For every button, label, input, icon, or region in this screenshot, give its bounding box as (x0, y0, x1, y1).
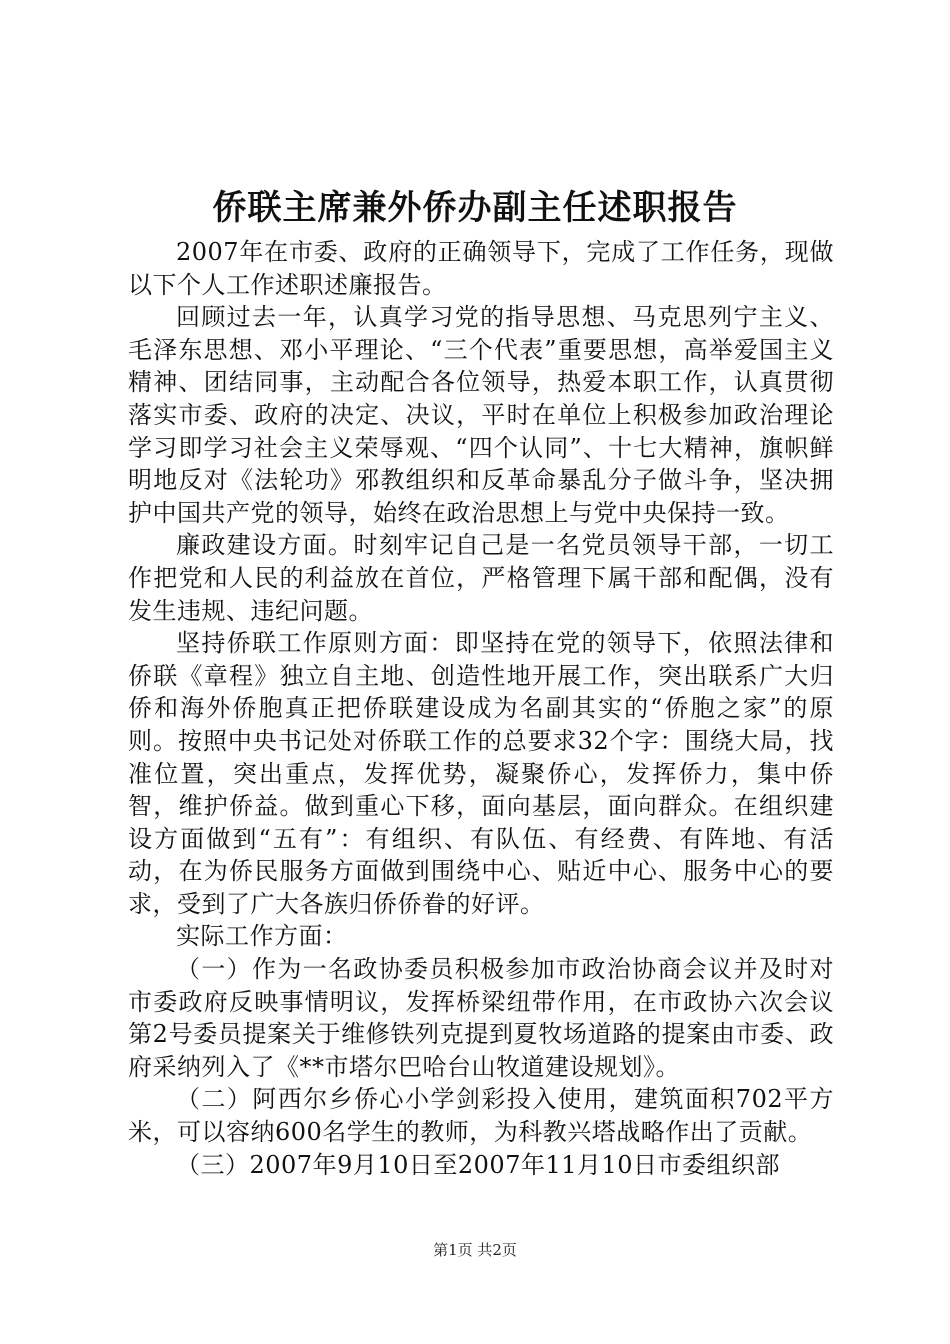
paragraph-review: 回顾过去一年，认真学习党的指导思想、马克思列宁主义、毛泽东思想、邓小平理论、“三个代表”重要思想，高举爱国主义精神、团结同事，主动配合各位领导，热爱本职工作，认真贯彻落实市委、政府的决定、决议，平时在单位上积极参加政治理论学习即学习社会主义荣辱观、“四个认同”、十七大精神，旗帜鲜明地反对《法轮功》邪教组织和反革命暴乱分子做斗争，坚决拥护中国共产党的领导，始终在政治思想上与党中央保持一致。 (128, 303, 834, 527)
paragraph-intro: 2007年在市委、政府的正确领导下，完成了工作任务，现做以下个人工作述职述廉报告。 (128, 238, 834, 299)
paragraph-item-2: （二）阿西尔乡侨心小学剑彩投入使用，建筑面积702平方米，可以容纳600名学生的教师，为科教兴塔战略作出了贡献。 (128, 1085, 834, 1147)
document-title: 侨联主席兼外侨办副主任述职报告 (212, 188, 738, 228)
page-footer: 第1页 共2页 (433, 1241, 517, 1259)
paragraph-principles: 坚持侨联工作原则方面：即坚持在党的领导下，依照法律和侨联《章程》独立自主地、创造性地开展工作，突出联系广大归侨和海外侨胞真正把侨联建设成为名副其实的“侨胞之家”的原则。按照中央书记处对侨联工作的总要求32个字：围绕大局，找准位置，突出重点，发挥优势，凝聚侨心，发挥侨力，集中侨智，维护侨益。做到重心下移，面向基层，面向群众。在组织建设方面做到“五有”：有组织、有队伍、有经费、有阵地、有活动，在为侨民服务方面做到围绕中心、贴近中心、服务中心的要求，受到了广大各族归侨侨眷的好评。 (128, 629, 834, 918)
paragraph-item-3: （三）2007年9月10日至2007年11月10日市委组织部 (176, 1150, 781, 1179)
paragraph-item-1: （一）作为一名政协委员积极参加市政治协商会议并及时对市委政府反映事情明议，发挥桥梁纽带作用，在市政协六次会议第2号委员提案关于维修铁列克提到夏牧场道路的提案由市委、政府采纳列入了《**市塔尔巴哈台山牧道建设规划》。 (128, 955, 834, 1081)
paragraph-integrity: 廉政建设方面。时刻牢记自己是一名党员领导干部，一切工作把党和人民的利益放在首位，严格管理下属干部和配偶，没有发生违规、违纪问题。 (128, 531, 834, 625)
document-body (128, 236, 834, 1181)
paragraph-practical-heading: 实际工作方面： (176, 922, 348, 951)
